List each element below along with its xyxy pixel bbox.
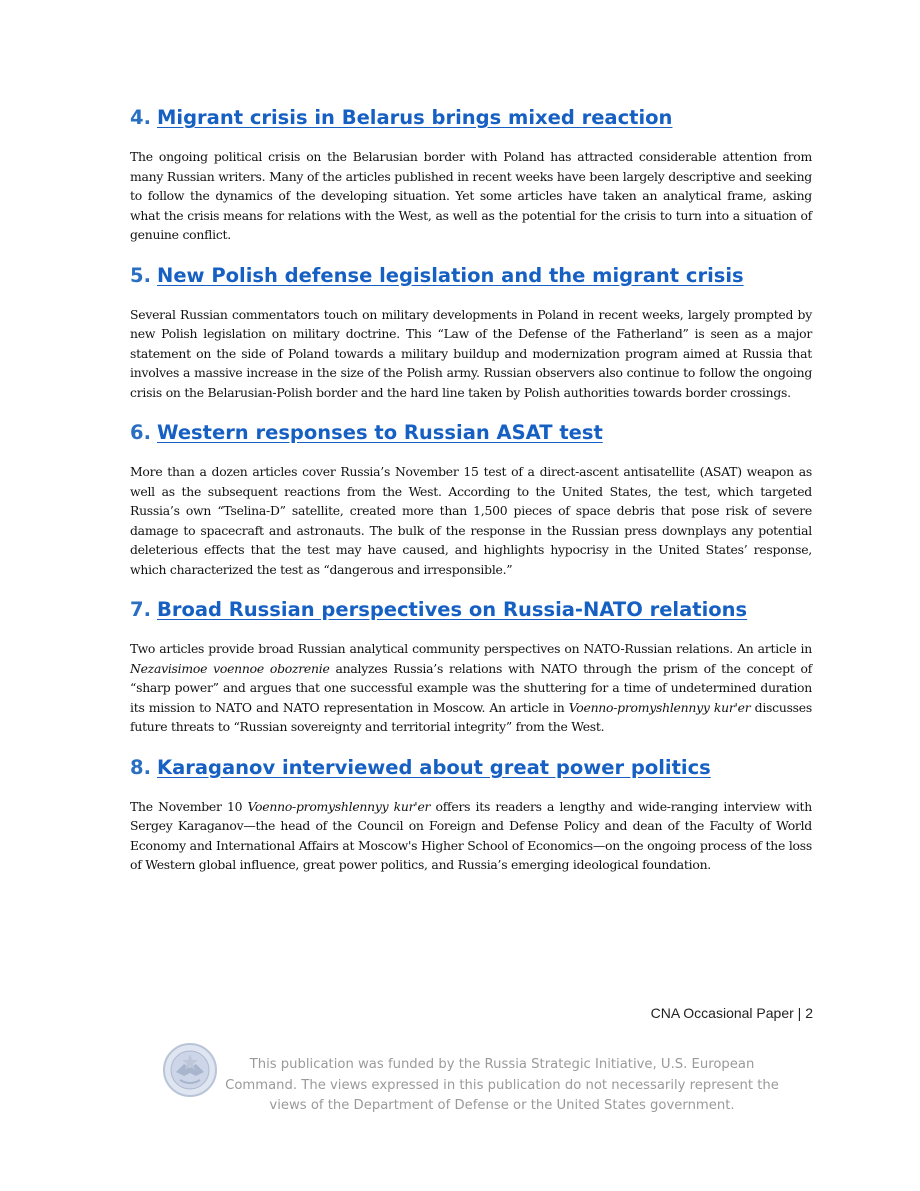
section-number: 8. bbox=[130, 755, 151, 779]
section-5 bbox=[130, 262, 812, 403]
section-paragraph bbox=[130, 797, 812, 875]
section-paragraph bbox=[130, 462, 812, 579]
section-title-link[interactable]: Western responses to Russian ASAT test bbox=[157, 421, 603, 444]
section-heading bbox=[130, 104, 812, 132]
section-number: 7. bbox=[130, 598, 151, 621]
page-footer-label: CNA Occasional Paper | 2 bbox=[650, 1005, 813, 1021]
eucom-seal-icon bbox=[162, 1042, 218, 1098]
funding-disclaimer: This publication was funded by the Russia Strategic Initiative, U.S. European Command. The views expressed in this publication do not necessarily represent the views of the Department of Defense or the United States government. bbox=[225, 1057, 779, 1113]
section-6 bbox=[130, 419, 812, 579]
publication-title: Nezavisimoe voennoe obozrenie bbox=[130, 660, 330, 676]
paragraph-text: analyzes Russia’s relations with NATO through the prism of the concept of “sharp power” and argues that one successful example was the shuttering for a time of undetermined duration its mission to NATO and NATO representation in Moscow. An article in bbox=[130, 660, 812, 715]
section-number: 4. bbox=[130, 106, 151, 129]
section-title-link[interactable]: New Polish defense legislation and the migrant crisis bbox=[157, 263, 744, 287]
paragraph-text: discusses future threats to “Russian sovereignty and territorial integrity” from the West. bbox=[130, 699, 812, 734]
paragraph-text: Two articles provide broad Russian analytical community perspectives on NATO-Russian relations. An article in bbox=[130, 641, 812, 656]
section-heading bbox=[130, 596, 812, 624]
paragraph-text: More than a dozen articles cover Russia’s November 15 test of a direct-ascent antisatellite (ASAT) weapon as well as the subsequent reactions from the West. According to the United States, the test, which targeted Russia’s own “Tselina-D” satellite, created more than 1,500 pieces of space debris that pose risk of severe damage to spacecraft and astronauts. The bulk of the response in the Russian press downplays any potential deleterious effects that the test may have caused, and highlights hypocrisy in the United States’ response, which characterized the test as “dangerous and irresponsible.” bbox=[130, 464, 812, 577]
content-area bbox=[130, 104, 812, 892]
section-heading bbox=[130, 754, 812, 782]
section-heading bbox=[130, 262, 812, 290]
section-title-link[interactable]: Migrant crisis in Belarus brings mixed reaction bbox=[157, 106, 673, 129]
paragraph-text: The November 10 bbox=[130, 798, 248, 814]
section-paragraph bbox=[130, 305, 812, 403]
section-paragraph bbox=[130, 147, 812, 245]
section-title-link[interactable]: Broad Russian perspectives on Russia-NATO relations bbox=[157, 598, 748, 621]
paragraph-text: Several Russian commentators touch on military developments in Poland in recent weeks, largely prompted by new Polish legislation on military doctrine. This “Law of the Defense of the Fatherland” is seen as a major statement on the side of Poland towards a military buildup and modernization program aimed at Russia that involves a massive increase in the size of the Polish army. Russian observers also continue to follow the ongoing crisis on the Belarusian-Polish border and the hard line taken by Polish authorities towards border crossings. bbox=[130, 306, 812, 400]
section-heading bbox=[130, 419, 812, 447]
section-7 bbox=[130, 596, 812, 737]
section-4 bbox=[130, 104, 812, 245]
section-title-link[interactable]: Karaganov interviewed about great power politics bbox=[157, 755, 711, 779]
section-paragraph bbox=[130, 639, 812, 737]
section-8 bbox=[130, 754, 812, 875]
section-number: 5. bbox=[130, 263, 151, 287]
paragraph-text: The ongoing political crisis on the Belarusian border with Poland has attracted considerable attention from many Russian writers. Many of the articles published in recent weeks have been largely descriptive and seeking to follow the dynamics of the developing situation. Yet some articles have taken an analytical frame, asking what the crisis means for relations with the West, as well as the potential for the crisis to turn into a situation of genuine conflict. bbox=[130, 149, 812, 242]
paragraph-text: offers its readers a lengthy and wide-ranging interview with Sergey Karaganov—the head of the Council on Foreign and Defense Policy and dean of the Faculty of World Economy and International Affairs at Moscow's Higher School of Economics—on the ongoing process of the loss of Western global influence, great power politics, and Russia’s emerging ideological foundation. bbox=[130, 798, 812, 872]
publication-title: Voenno-promyshlennyy kur'er bbox=[568, 699, 751, 715]
section-number: 6. bbox=[130, 421, 151, 444]
publication-title: Voenno-promyshlennyy kur'er bbox=[247, 798, 431, 814]
